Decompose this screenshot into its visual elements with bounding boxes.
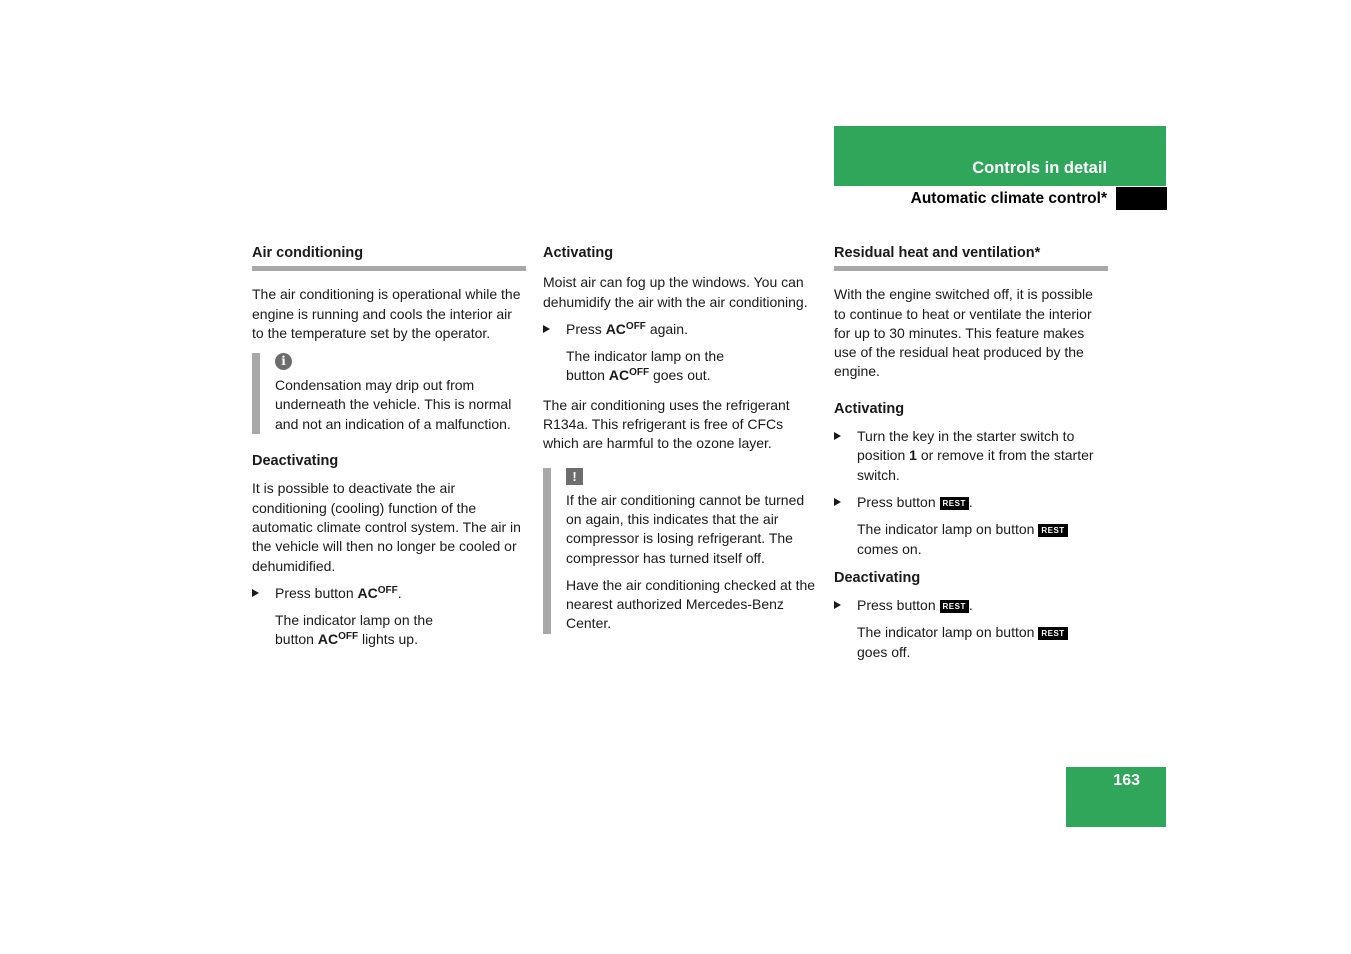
rest-button-symbol: REST (940, 497, 969, 510)
warning-text-2: Have the air conditioning checked at the nearest authorized Mercedes-Benz Center. (566, 576, 816, 632)
bullet-arrow-icon (543, 325, 550, 333)
activating-intro-text: Moist air can fog up the windows. You can dehumidify the air with the air conditioning. (543, 274, 808, 310)
bullet-arrow-icon (252, 589, 259, 597)
result-rest-lamp-on: The indicator lamp on button REST comes on. (834, 520, 1108, 559)
refrigerant-text: The air conditioning uses the refrigerant R134a. This refrigerant is free of CFCs which are harmful to the ozone layer. (543, 396, 790, 452)
bullet-arrow-icon (834, 601, 841, 609)
info-note (252, 353, 526, 434)
residual-heat-intro: With the engine switched off, it is possible to continue to heat or ventilate the interior for up to 30 minutes. This feature makes use of the residual heat produced by the engine. (834, 286, 1093, 380)
warning-text-1: If the air conditioning cannot be turned on again, this indicates that the air compressor is losing refrigerant. The compressor has turned itself off. (566, 491, 805, 566)
column-residual-heat (834, 244, 1108, 672)
ac-off-button-symbol: $AC^{OFF}$ (317, 631, 359, 648)
heading-rest-deactivating: Deactivating (834, 569, 921, 586)
warning-note (543, 468, 818, 634)
heading-rest-activating: Activating (834, 400, 905, 417)
step-press-ac-off: Press button $AC^{OFF}$. (252, 584, 526, 603)
page-number: 163 (1113, 772, 1140, 789)
chapter-title: Controls in detail (972, 159, 1107, 177)
result-rest-lamp-off: The indicator lamp on button REST goes off. (834, 623, 1108, 662)
heading-deactivating: Deactivating (252, 453, 339, 470)
rest-button-symbol: REST (940, 600, 969, 613)
heading-air-conditioning: Air conditioning (252, 244, 526, 271)
step-turn-key: Turn the key in the starter switch to position 1 or remove it from the starter switch. (834, 427, 1108, 485)
heading-activating: Activating (543, 245, 614, 261)
ac-intro-text: The air conditioning is operational while the engine is running and cools the interior air to the temperature set by the operator. (252, 286, 521, 341)
result-lamp-goes-out: The indicator lamp on the button $AC^{OFF}$ goes out. (566, 348, 724, 384)
step-press-rest-on: Press button REST . (834, 493, 1108, 512)
heading-residual-heat: Residual heat and ventilation* (834, 244, 1108, 271)
bullet-arrow-icon (834, 432, 841, 440)
section-title: Automatic climate control* (910, 190, 1107, 207)
rest-button-symbol: REST (1038, 627, 1067, 640)
result-lamp-lights-up: The indicator lamp on the button $AC^{OFF}$ lights up. (275, 612, 433, 648)
info-note-text: Condensation may drip out from underneath the vehicle. This is normal and not an indication of a malfunction. (275, 377, 512, 432)
column-air-conditioning (252, 244, 526, 660)
step-press-rest-off: Press button REST . (834, 596, 1108, 615)
ac-off-button-symbol: $AC^{OFF}$ (608, 367, 650, 384)
ac-off-button-symbol: $AC^{OFF}$ (605, 320, 646, 337)
rest-button-symbol: REST (1038, 524, 1067, 537)
ac-off-button-symbol: $AC^{OFF}$ (357, 584, 398, 601)
section-tab-marker (1116, 187, 1167, 210)
info-icon: i (275, 353, 292, 370)
warning-icon: ! (566, 468, 583, 485)
step-press-ac-off-again: Press $AC^{OFF}$ again. (543, 320, 818, 339)
bullet-arrow-icon (834, 498, 841, 506)
deactivating-text: It is possible to deactivate the air conditioning (cooling) function of the automatic climate control system. The air in the vehicle will then no longer be cooled or dehumidified. (252, 480, 521, 574)
key-position-number: 1 (909, 447, 917, 464)
column-activating (543, 244, 818, 652)
